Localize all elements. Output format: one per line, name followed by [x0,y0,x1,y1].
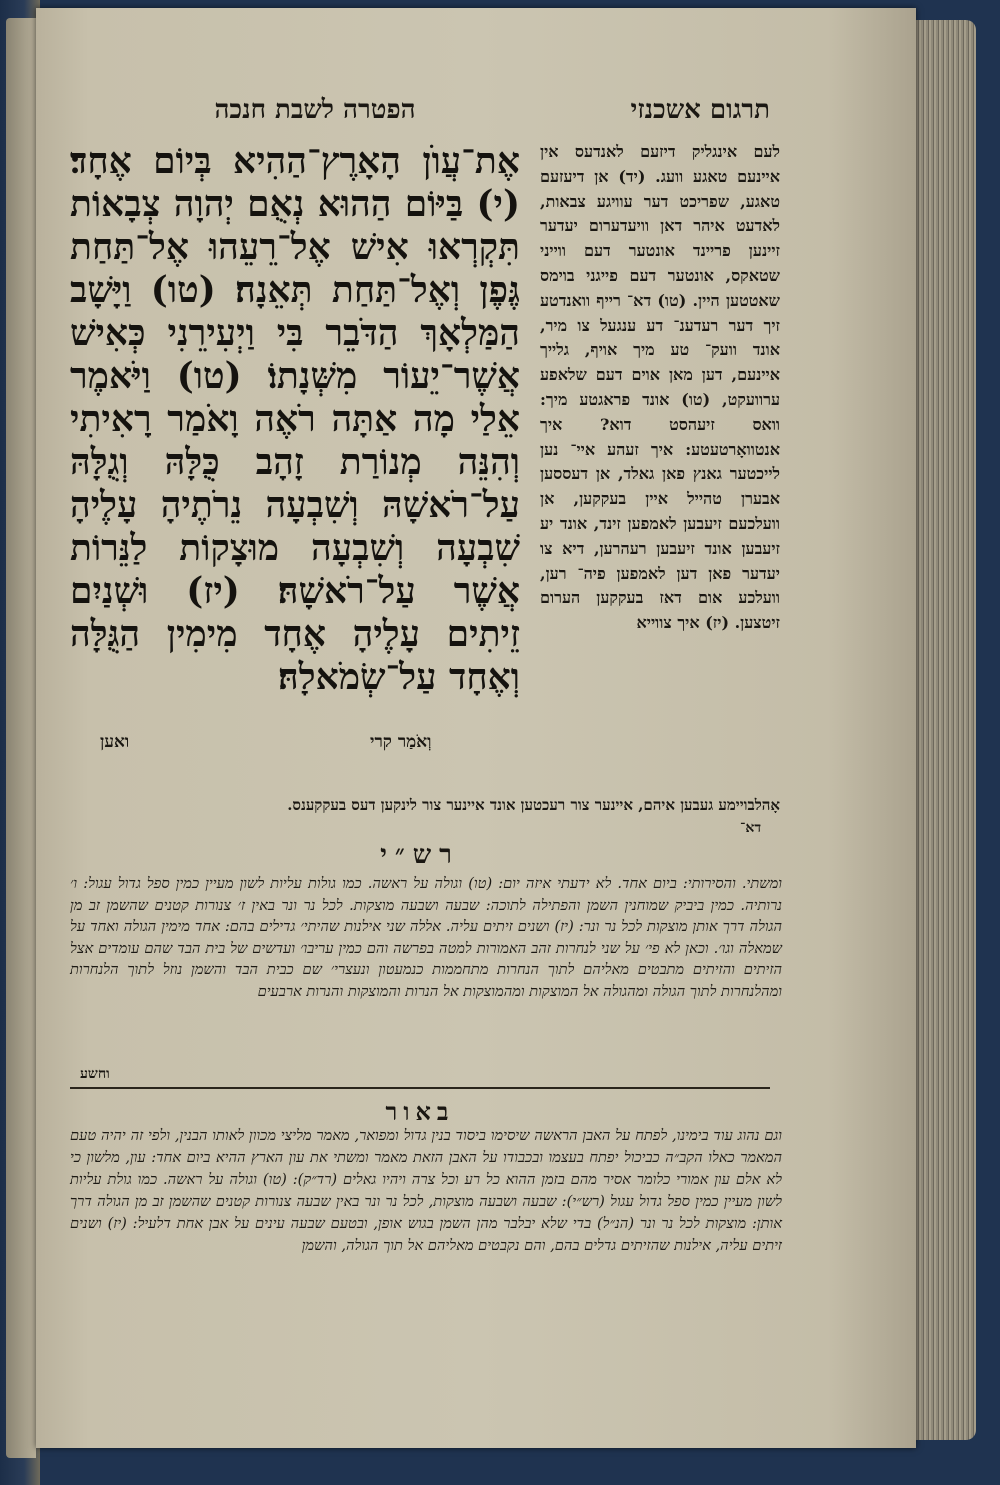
page-stack-edge [916,20,976,1440]
biur-commentary: וגם נהוג עוד בימינו, לפתח על האבן הראשה שיסימו ביסוד בנין גדול ומפואר, מאמר מליצי מכוון לאותו הבנין, ולפי זה יהיה טעם המאמר כאלו הקב״ה כביכול יפתח בעצמו ובכבודו על האבן הזאת מאמר ומשתי את עון הארץ ההיא ביום אחד: עון, מלשון כי לא אלם עון אמורי כלומר אסיר מהם בזמן ההוא כל רע וכל צרה ויהיו גאלים (רד״ק): (טו) וגולה על ראשה. כמו גולת עליות לשון מעיין כמין ספל גדול עגול (רש״י): שבעה ושבעה מוצקות, לכל נר ונר באין שבעה צנורות קטנים שהשמן זב מן הגולה דרך אותן: מוצקות לכל נר ונר (הנ״ל) בדי שלא יבלבר מהן השמן בגוש אופן, ובטעם שבעה עינים על אבן אחת דלעיל: (יז) ושנים זיתים עליה, אילנות שהזיתים גדלים בהם, והם נקבטים מאליהם אל תוך הגולה, והשמן [70,1127,782,1254]
catchword-daa: דא־ [740,820,762,836]
running-header-left: הפטרה לשבת חנכה [214,95,416,125]
catchword-vetesha: וחשע [80,1066,110,1082]
biur-heading: באור [385,1097,455,1126]
keri-note-row [100,732,520,758]
keri-note: וְאֹמַר קרי [370,732,432,752]
section-divider [70,1087,770,1089]
yiddish-translation-column: לעם אינגליק דיזעם לאנדעס אין איינעם טאגע וועג. (יד) אן דיעזעם טאגע, שפריכט דער עוויגע צבאות, לאדעט איהר דאן וויעדערום יעדער זיינען פריינד אונטער דעם ווייני שטאקס, אונטער דעם פייגני בוימס שאטטען היין. (טו) דא־ רייף וואנדטע זיך דער רעדענ־ דע ענגעל צו מיר, אונד וועק־ טע מיך אויף, גלייך איינעם, דען מאן אוים דעם שלאפע ערוועקט, (טו) אונד פראגטע מיך: וואס זיעהסט דוא? איך אנטוואָרטעטע: איך זעהע איי־ נען לייכטער גאנץ פאן גאלד, אן דעססען אבערן טהייל איין בעקקען, אן וועלכעם זיעבען לאמפען זינד, אונד יע זיעבען אונד זיעבען רעהרען, דיא צו יעדער פאן דען לאמפען פיה־ רען, וועלכע אום דאז בעקקען הערום זיטצען. (יז) איך צווייא [540,142,780,633]
catchword-vean: ואען [100,732,130,752]
rashi-heading: רש״י [380,840,460,870]
running-header-right: תרגום אשכנזי [630,95,770,125]
translation-continuation-line: אָהלבויימע געבען איהם, איינער צור רעכטען אונד איינער צור לינקען דעס בעקקענס. [287,796,780,814]
haftarah-hebrew-text: אֶת־עֲוֺן הָאָרֶץ־הַהִיא בְּיוֹם אֶחָד׃ (י) בַּיּוֹם הַהוּא נְאֻם יְהוָה צְבָאוֹת תִּקְרְאוּ אִישׁ אֶל־רֵעֵהוּ אֶל־תַּחַת גֶּפֶן וְאֶל־תַּחַת תְּאֵנָה׃ (טו) וַיָּשָׁב הַמַּלְאָךְ הַדֹּבֵר בִּי וַיְעִירֵנִי כְּאִישׁ אֲשֶׁר־יֵעוֹר מִשְּׁנָתוֹ׃ (טו) וַיֹּאמֶר אֵלַי מָה אַתָּה רֹאֶה וָאֹמַר רָאִיתִי וְהִנֵּה מְנוֹרַת זָהָב כֻּלָּהּ וְגֻלָּהּ עַל־רֹאשָׁהּ וְשִׁבְעָה נֵרֹתֶיהָ עָלֶיהָ שִׁבְעָה וְשִׁבְעָה מוּצָקוֹת לַנֵּרוֹת אֲשֶׁר עַל־רֹאשָׁהּ׃ (יז) וּשְׁנַיִם זֵיתִים עָלֶיהָ אֶחָד מִימִין הַגֻּלָּה וְאֶחָד עַל־שְׂמֹאלָהּ׃ [70,140,520,698]
rashi-commentary: ומשתי. והסירותי: ביום אחד. לא ידעתי איזה יום: (טו) וגולה על ראשה. כמו גולות עליות לשון מעיין כמין ספל גדול עגול: ו׳ נרותיה. כמין ביביק שמוחנין השמן והפתילה לתוכה: שבעה ושבעה מוצקות. לכל נר ונר באין ז׳ צנורות קטנים שהשמן זב מן הגולה דרך אותן מוצקות לכל נר ונר: (יז) ושנים זיתים עליה. אללה שני אילנות שהיתי׳ גדילים בהם: אחד מימין הגולה ואחד על שמאלה וגו׳. וכאן לא פי׳ על שני לנחרות זהב האמורות למטה בפרשה והם כמין עריבו׳ ועדשים של בית הבד שהם עומדים אצל הזיתים והזיתים מתבטים מאליהם לתוך הנחרות מתחממות כנמעטון ונעצרי׳ שם כבית הבד והשמן נוזל לתוך הלנחרות ומהלנחרות לתוך הגולה ומהגולה אל המוצקות ומהמוצקות אל הנרות והמוצקות והנרות ארבעים [70,875,782,1000]
previous-page-edge [6,18,36,1458]
